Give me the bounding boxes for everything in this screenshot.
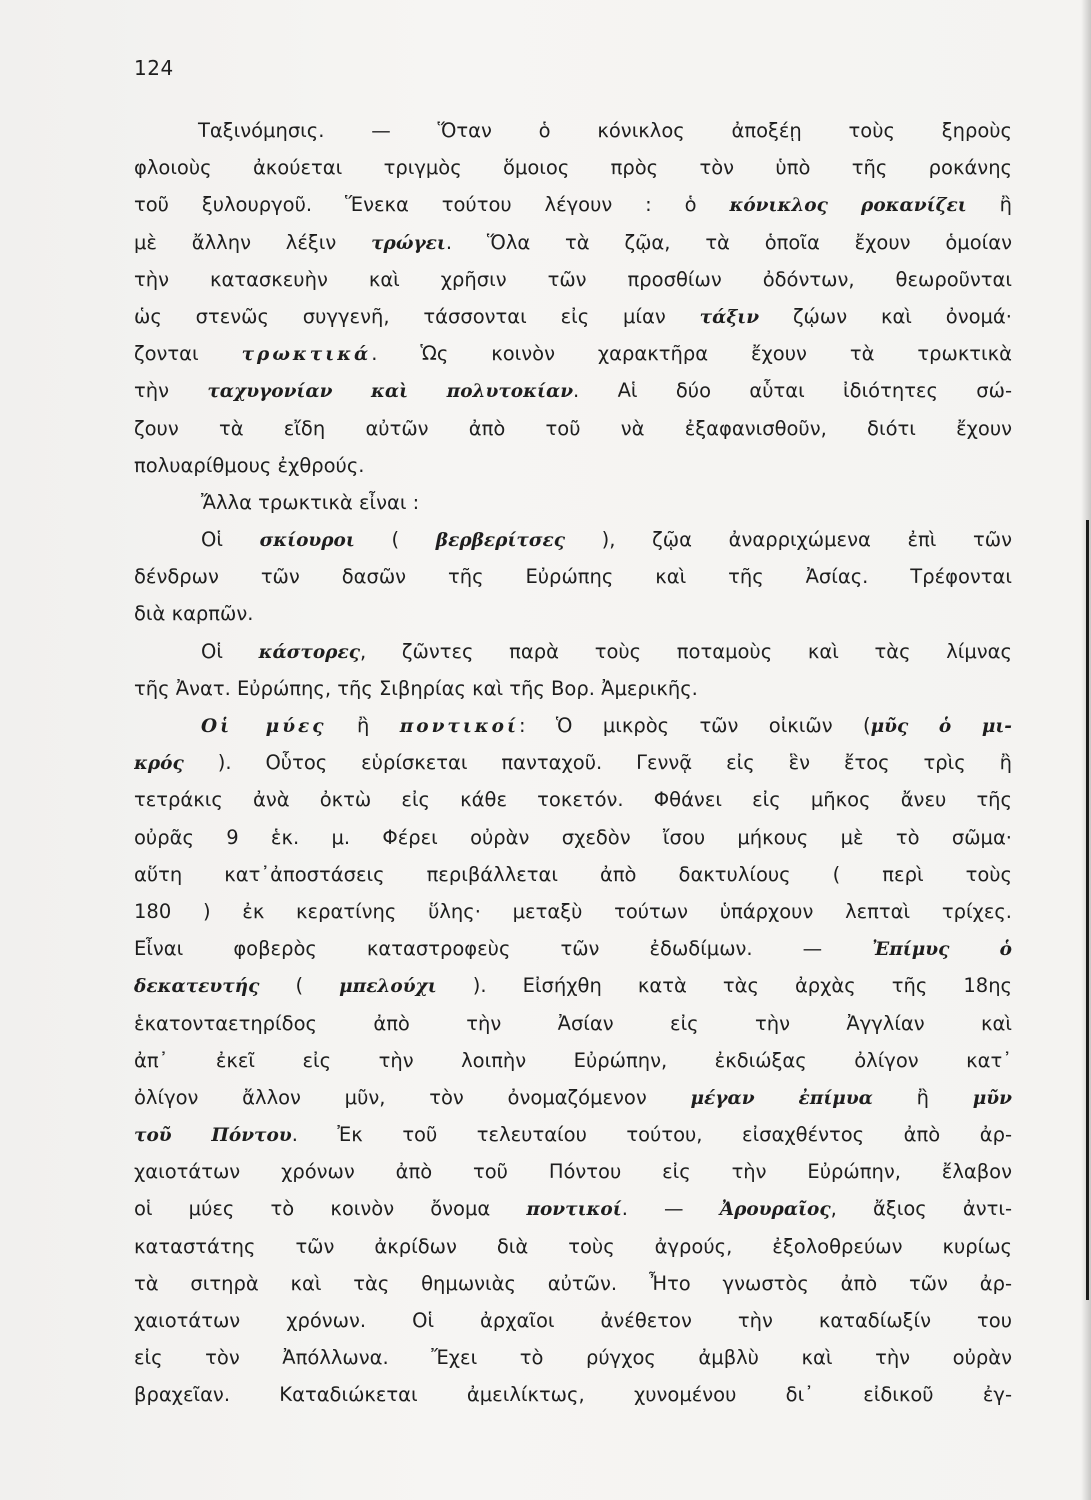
text-line: οἱ μύες τὸ κοινὸν ὄνομα ποντικοί. — Ἀρουραῖος, ἄξιος ἀντι- [134, 1197, 1012, 1221]
italic-term: τρώγει [371, 232, 446, 254]
text-line: Ταξινόμησις. — Ὅταν ὁ κόνικλος ἀποξέῃ τοὺς ξηροὺς [198, 119, 1012, 142]
text-line: ἑκατονταετηρίδος ἀπὸ τὴν Ἀσίαν εἰς τὴν Ἀγγλίαν καὶ [134, 1011, 1012, 1035]
body-text [134, 112, 1012, 1414]
text-line: τετράκις ἀνὰ ὀκτὼ εἰς κάθε τοκετόν. Φθάνει εἰς μῆκος ἄνευ τῆς [134, 788, 1012, 812]
text-line: εἰς τὸν Ἀπόλλωνα. Ἔχει τὸ ρύγχος ἀμβλὺ καὶ τὴν οὐρὰν [134, 1346, 1012, 1370]
text-line: χαιοτάτων χρόνων ἀπὸ τοῦ Πόντου εἰς τὴν Εὐρώπην, ἔλαβον [134, 1160, 1012, 1184]
text-line: πολυαρίθμους ἐχθρούς. [134, 453, 365, 477]
italic-term: τοῦ Πόντου [134, 1125, 292, 1147]
text-line: χαιοτάτων χρόνων. Οἱ ἀρχαῖοι ἀνέθετον τὴν καταδίωξίν του [134, 1309, 1012, 1332]
text-line: ζονται τρωκτικά. Ὡς κοινὸν χαρακτῆρα ἔχουν τὰ τρωκτικὰ [134, 342, 1012, 366]
italic-term: κόνικλος ροκανίζει [729, 195, 967, 217]
italic-term: Ἀρουραῖος [719, 1199, 831, 1221]
text-line: δένδρων τῶν δασῶν τῆς Εὐρώπης καὶ τῆς Ἀσίας. Τρέφονται [134, 565, 1012, 589]
text-line: Οἱ σκίουροι ( βερβερίτσες ), ζῷα ἀναρριχώμενα ἐπὶ τῶν [201, 528, 1012, 552]
text-line: Οἱ κάστορες, ζῶντες παρὰ τοὺς ποταμοὺς καὶ τὰς λίμνας [201, 639, 1012, 663]
text-line: φλοιοὺς ἀκούεται τριγμὸς ὅμοιος πρὸς τὸν ὑπὸ τῆς ροκάνης [134, 156, 1012, 180]
italic-term: δεκατευτής [134, 976, 260, 998]
text-line: διὰ καρπῶν. [134, 602, 254, 626]
text-line: ἀπ᾽ ἐκεῖ εἰς τὴν λοιπὴν Εὐρώπην, ἐκδιώξας ὀλίγον κατ᾽ [134, 1048, 1012, 1072]
text-line: δεκατευτής ( μπελούχι ). Εἰσήχθη κατὰ τὰς ἀρχὰς τῆς 18ης [134, 974, 1012, 998]
text-line: κρός ). Οὗτος εὑρίσκεται πανταχοῦ. Γεννᾷ εἰς ἓν ἔτος τρὶς ἢ [134, 751, 1012, 775]
text-line: οὐρᾶς 9 ἑκ. μ. Φέρει οὐρὰν σχεδὸν ἴσου μήκους μὲ τὸ σῶμα· [134, 825, 1012, 849]
italic-term: μπελούχι [339, 976, 437, 998]
italic-term: βερβερίτσες [435, 530, 566, 552]
text-line: ὡς στενῶς συγγενῆ, τάσσονται εἰς μίαν τάξιν ζῴων καὶ ὀνομά· [134, 304, 1012, 328]
text-line: Εἶναι φοβερὸς καταστροφεὺς τῶν ἐδωδίμων. — Ἐπίμυς ὁ [134, 937, 1012, 961]
italic-term: ποντικοί [399, 716, 519, 737]
page-number: 124 [134, 56, 174, 80]
italic-term: τάξιν [699, 306, 760, 328]
italic-term: ταχυγονίαν καὶ πολυτοκίαν [207, 381, 574, 403]
text-line: τὰ σιτηρὰ καὶ τὰς θημωνιὰς αὐτῶν. Ἦτο γνωστὸς ἀπὸ τῶν ἀρ- [134, 1271, 1012, 1295]
text-line: ζουν τὰ εἴδη αὐτῶν ἀπὸ τοῦ νὰ ἐξαφανισθοῦν, διότι ἔχουν [134, 416, 1012, 440]
page-edge-line [1086, 520, 1089, 1300]
text-line: τὴν ταχυγονίαν καὶ πολυτοκίαν. Αἱ δύο αὗται ἰδιότητες σώ- [134, 379, 1012, 403]
italic-term: κρός [134, 753, 184, 775]
italic-term: Οἱ μύες [201, 716, 327, 737]
text-line: τοῦ Πόντου. Ἐκ τοῦ τελευταίου τούτου, εἰσαχθέντος ἀπὸ ἀρ- [134, 1123, 1012, 1147]
text-line: Οἱ μύες ἢ ποντικοί: Ὁ μικρὸς τῶν οἰκιῶν (μῦς ὁ μι- [201, 714, 1012, 737]
italic-term: Ἐπίμυς ὁ [872, 939, 1012, 961]
italic-term: μέγαν ἐπίμυα [690, 1087, 873, 1109]
text-line: μὲ ἄλλην λέξιν τρώγει. Ὅλα τὰ ζῷα, τὰ ὁποῖα ἔχουν ὁμοίαν [134, 230, 1012, 254]
text-line: καταστάτης τῶν ἀκρίδων διὰ τοὺς ἀγρούς, ἐξολοθρεύων κυρίως [134, 1234, 1012, 1258]
italic-term: τρωκτικά [241, 344, 372, 366]
italic-term: ποντικοί [526, 1199, 622, 1221]
text-line: τῆς Ἀνατ. Εὐρώπης, τῆς Σιβηρίας καὶ τῆς Βορ. Ἀμερικῆς. [134, 676, 698, 700]
italic-term: κάστορες [258, 641, 360, 663]
text-line: αὕτη κατ᾽ἀποστάσεις περιβάλλεται ἀπὸ δακτυλίους ( περὶ τοὺς [134, 862, 1012, 886]
text-line: τὴν κατασκευὴν καὶ χρῆσιν τῶν προσθίων ὀδόντων, θεωροῦνται [134, 267, 1012, 291]
text-line: βραχεῖαν. Καταδιώκεται ἀμειλίκτως, χυνομένου δι᾽ εἰδικοῦ ἐγ- [134, 1383, 1012, 1407]
italic-term: μῦν [972, 1087, 1012, 1109]
text-line: 180 ) ἐκ κερατίνης ὕλης· μεταξὺ τούτων ὑπάρχουν λεπταὶ τρίχες. [134, 899, 1012, 923]
text-line: ὀλίγον ἄλλον μῦν, τὸν ὀνομαζόμενον μέγαν ἐπίμυα ἢ μῦν [134, 1085, 1012, 1109]
text-line: τοῦ ξυλουργοῦ. Ἕνεκα τούτου λέγουν : ὁ κόνικλος ροκανίζει ἢ [134, 193, 1012, 217]
text-line: Ἄλλα τρωκτικὰ εἶναι : [201, 490, 420, 514]
italic-term: μῦς ὁ μι- [870, 716, 1012, 737]
italic-term: σκίουροι [259, 530, 355, 552]
